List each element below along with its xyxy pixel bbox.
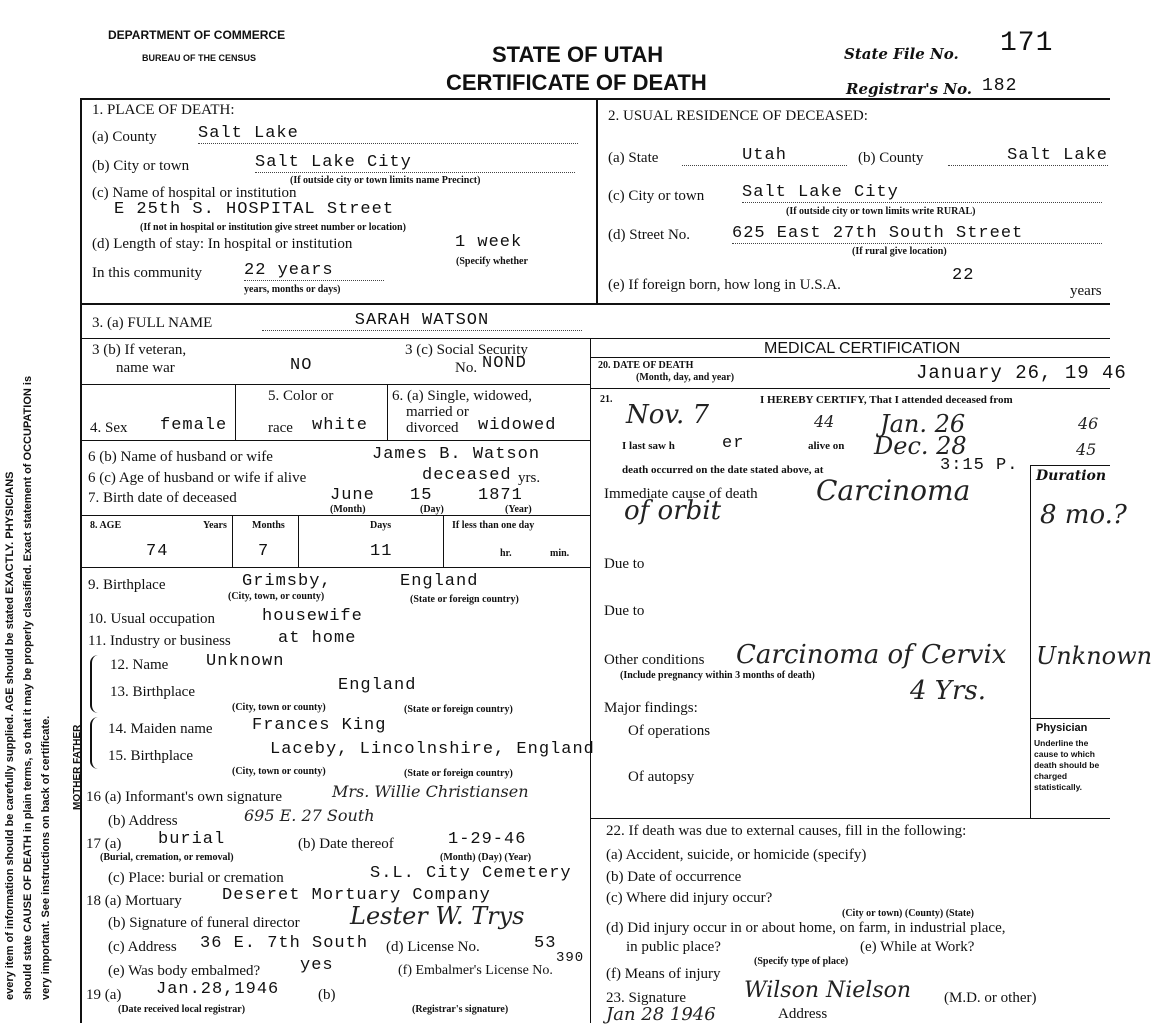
due-to-1-label: Due to [604,556,645,572]
age-days-value: 11 [370,542,393,561]
where-label: (c) Where did injury occur? [606,890,773,906]
spouse-value: James B. Watson [372,445,541,464]
age-hr-label: hr. [500,548,512,559]
ss-value: NOND [482,354,527,373]
md-label: (M.D. or other) [944,990,1037,1006]
director-label: (b) Signature of funeral director [108,915,300,931]
mother-bp-note-2: (State or foreign country) [404,768,513,779]
death-time: 3:15 P. [940,456,1019,475]
attended-from-year: 44 [814,412,835,431]
veteran-label: 3 (b) If veteran, [92,342,187,358]
stay-value: 1 week [455,233,523,252]
last-saw-value: Dec. 28 [874,432,967,460]
last-saw-suffix: er [722,434,745,453]
stay-label: (d) Length of stay: In hospital or institution [92,236,353,252]
attended-to: Jan. 26 [880,410,966,438]
certificate-title: CERTIFICATE OF DEATH [446,70,707,95]
department-label: DEPARTMENT OF COMMERCE [108,28,286,42]
received-label: 19 (a) [86,987,122,1003]
informant-address: 695 E. 27 South [244,806,375,825]
last-saw-year: 45 [1076,440,1097,459]
age-years-value: 74 [146,542,169,561]
city-value: Salt Lake City [255,153,575,173]
date-of-death-label: 20. DATE OF DEATH [598,360,694,371]
city-note: (If outside city or town limits name Precinct) [290,175,481,186]
immediate-cause-value: Carcinoma [816,474,971,507]
age-years-label: Years [203,520,227,531]
immediate-cause-label: Immediate cause of death [604,486,758,502]
embalmer-label: (f) Embalmer's License No. [398,963,553,978]
birthplace-city: Grimsby, [242,572,332,591]
attended-from: Nov. 7 [626,400,710,430]
veteran-value: NO [290,356,313,375]
color-value: white [312,416,369,435]
birth-year: 1871 [478,486,523,505]
mother-birthplace-value: Laceby, Lincolnshire, England [270,740,595,759]
birthplace-label: 9. Birthplace [88,577,166,593]
age-less-label: If less than one day [452,520,535,531]
accident-label: (a) Accident, suicide, or homicide (specify) [606,847,867,863]
birth-day: 15 [410,486,433,505]
res-street-value: 625 East 27th South Street [732,224,1102,244]
res-city-note: (If outside city or town limits write RURAL) [786,206,976,217]
other-conditions-value: Carcinoma of Cervix [736,640,1007,670]
certify-num: 21. [600,394,613,405]
due-to-2-label: Due to [604,603,645,619]
age-days-label: Days [370,520,392,531]
informant-address-label: (b) Address [108,813,178,829]
sex-label: 4. Sex [90,420,128,436]
bottom-date: Jan 28 1946 [606,1004,716,1025]
date-of-death-value: January 26, 19 46 [916,362,1127,384]
foreign-years: years [1070,283,1102,299]
burial-value: burial [158,830,226,849]
registrar-number: 182 [982,76,1018,96]
director-signature: Lester W. Trys [350,902,525,930]
mortuary-label: 18 (a) Mortuary [86,893,182,909]
physician-signature: Wilson Nielson [744,978,912,1003]
age-months-value: 7 [258,542,270,561]
occupation-value: housewife [262,607,363,626]
maiden-name-value: Frances King [252,716,387,735]
burial-label: 17 (a) [86,836,122,852]
where-note: (City or town) (County) (State) [842,908,975,919]
state-title: STATE OF UTAH [492,42,664,67]
means-label: (f) Means of injury [606,966,721,982]
major-findings-label: Major findings: [604,700,698,716]
informant-label: 16 (a) Informant's own signature [86,789,282,805]
certify-text: I HEREBY CERTIFY, That I attended deceased from [760,394,1013,406]
informant-signature: Mrs. Willie Christiansen [332,782,529,801]
spouse-age-yrs: yrs. [518,470,541,486]
registrar-label: Registrar's No. [846,80,973,98]
burial-date-note: (Month) (Day) (Year) [440,852,532,863]
birth-month: June [330,486,375,505]
father-birthplace-label: 13. Birthplace [110,684,195,700]
birthplace-note-2: (State or foreign country) [410,594,519,605]
father-bp-note-2: (State or foreign country) [404,704,513,715]
other-duration: Unknown [1036,642,1153,670]
marital-label-2: married or [406,404,469,420]
veteran-label-2: name war [116,360,175,376]
color-label-2: race [268,420,293,436]
mother-bp-note-1: (City, town or county) [232,766,326,777]
burial-note: (Burial, cremation, or removal) [100,852,234,863]
spouse-label: 6 (b) Name of husband or wife [88,449,273,465]
marital-label: 6. (a) Single, widowed, [392,388,532,404]
physician-note: Underline the cause to which death should be charged statistically. [1034,738,1100,792]
side-instructions-2: should state CAUSE OF DEATH in plain terms, so that it may be properly classified. Exact statement of OCCUPATION is [22,375,34,1000]
city-label: (b) City or town [92,158,190,174]
industry-label: 11. Industry or business [88,633,231,649]
foreign-value: 22 [952,266,975,285]
age-label: 8. AGE [90,520,122,531]
residence-heading: 2. USUAL RESIDENCE OF DECEASED: [608,108,868,124]
hospital-value: E 25th S. HOSPITAL Street [114,200,395,219]
work-label: (e) While at Work? [860,939,975,955]
mortuary-address-label: (c) Address [108,939,177,955]
color-label: 5. Color or [268,388,334,404]
received-b-label: (b) [318,987,336,1003]
res-state-value: Utah [682,146,847,166]
place-of-death-heading: 1. PLACE OF DEATH: [92,102,235,118]
hospital-note: (If not in hospital or institution give street number or location) [140,222,406,233]
burial-place-label: (c) Place: burial or cremation [108,870,284,886]
state-file-label: State File No. [844,45,959,63]
full-name-label: 3. (a) FULL NAME [92,315,213,331]
community-note: years, months or days) [244,284,341,295]
mother-father-label: MOTHER FATHER [72,724,83,810]
birth-year-note: (Year) [505,504,532,515]
res-street-note: (If rural give location) [852,246,947,257]
father-name-label: 12. Name [110,657,169,673]
physician-box-label: Physician [1036,722,1088,734]
birthplace-note-1: (City, town, or county) [228,591,325,602]
mother-birthplace-label: 15. Birthplace [108,748,193,764]
external-causes-label: 22. If death was due to external causes, fill in the following: [606,823,967,839]
father-name-value: Unknown [206,652,285,671]
other-years: 4 Yrs. [910,676,987,706]
mortuary-value: Deseret Mortuary Company [222,886,491,905]
alive-on-label: alive on [808,440,845,452]
spouse-age-label: 6 (c) Age of husband or wife if alive [88,470,307,486]
full-name-value: SARAH WATSON [262,311,582,331]
birth-day-note: (Day) [420,504,444,515]
embalmed-value: yes [300,956,334,975]
license-value: 53 [534,934,557,953]
res-city-label: (c) City or town [608,188,705,204]
farm-label: (d) Did injury occur in or about home, on farm, in industrial place, [606,920,1006,936]
birth-month-note: (Month) [330,504,366,515]
occurrence-label: (b) Date of occurrence [606,869,742,885]
res-state-label: (a) State [608,150,659,166]
side-instructions-3: very important. See instructions on back of certificate. [40,715,52,1000]
community-label: In this community [92,265,202,281]
stay-note: (Specify whether [456,256,528,267]
industry-value: at home [278,629,357,648]
occurred-label: death occurred on the date stated above, at [622,464,824,476]
burial-date-label: (b) Date thereof [298,836,394,852]
registrar-sig-note: (Registrar's signature) [412,1004,509,1015]
age-min-label: min. [550,548,570,559]
birthplace-country: England [400,572,479,591]
father-birthplace-value: England [338,676,417,695]
age-months-label: Months [252,520,285,531]
last-saw-label: I last saw h [622,440,675,452]
duration-label: Duration [1036,468,1107,484]
foreign-label: (e) If foreign born, how long in U.S.A. [608,277,841,293]
marital-value: widowed [478,416,557,435]
res-street-label: (d) Street No. [608,227,691,243]
burial-date-value: 1-29-46 [448,830,527,849]
res-county-value: Salt Lake [948,146,1108,166]
public-place-note: (Specify type of place) [754,956,849,967]
side-instructions-1: every item of information should be carefully supplied. AGE should be stated EXACTLY. PHYSICIANS [4,471,16,1000]
sex-value: female [160,416,228,435]
operations-label: Of operations [628,723,711,739]
immediate-duration: 8 mo.? [1040,500,1127,530]
occupation-label: 10. Usual occupation [88,611,216,627]
maiden-name-label: 14. Maiden name [108,721,213,737]
date-of-death-note: (Month, day, and year) [636,372,735,383]
res-city-value: Salt Lake City [742,183,1102,203]
father-bp-note-1: (City, town or county) [232,702,326,713]
license-label: (d) License No. [386,939,480,955]
immediate-cause-value-2: of orbit [624,496,722,526]
county-value: Salt Lake [198,124,578,144]
attended-to-year: 46 [1078,414,1099,433]
burial-place-value: S.L. City Cemetery [370,864,572,883]
community-value: 22 years [244,261,384,281]
embalmer-value: 390 [556,950,585,966]
received-value: Jan.28,1946 [156,980,280,999]
spouse-age-value: deceased [422,466,512,485]
marital-label-3: divorced [406,420,459,436]
bureau-label: BUREAU OF THE CENSUS [142,53,257,63]
res-county-label: (b) County [858,150,924,166]
medical-heading: MEDICAL CERTIFICATION [764,340,961,357]
county-label: (a) County [92,129,157,145]
bottom-address-label: Address [778,1006,828,1022]
birth-date-label: 7. Birth date of deceased [88,490,237,506]
mortuary-address-value: 36 E. 7th South [200,934,369,953]
autopsy-label: Of autopsy [628,769,695,785]
state-file-number: 171 [1000,28,1054,59]
signature-label: 23. Signature [606,990,686,1006]
public-place-label: in public place? [626,939,721,955]
other-conditions-label: Other conditions [604,652,705,668]
received-note: (Date received local registrar) [118,1004,246,1015]
embalmed-label: (e) Was body embalmed? [108,963,261,979]
other-conditions-note: (Include pregnancy within 3 months of death) [620,670,815,681]
ss-label: 3 (c) Social Security [405,342,528,358]
hospital-label: (c) Name of hospital or institution [92,185,297,201]
ss-label-2: No. [455,360,478,376]
